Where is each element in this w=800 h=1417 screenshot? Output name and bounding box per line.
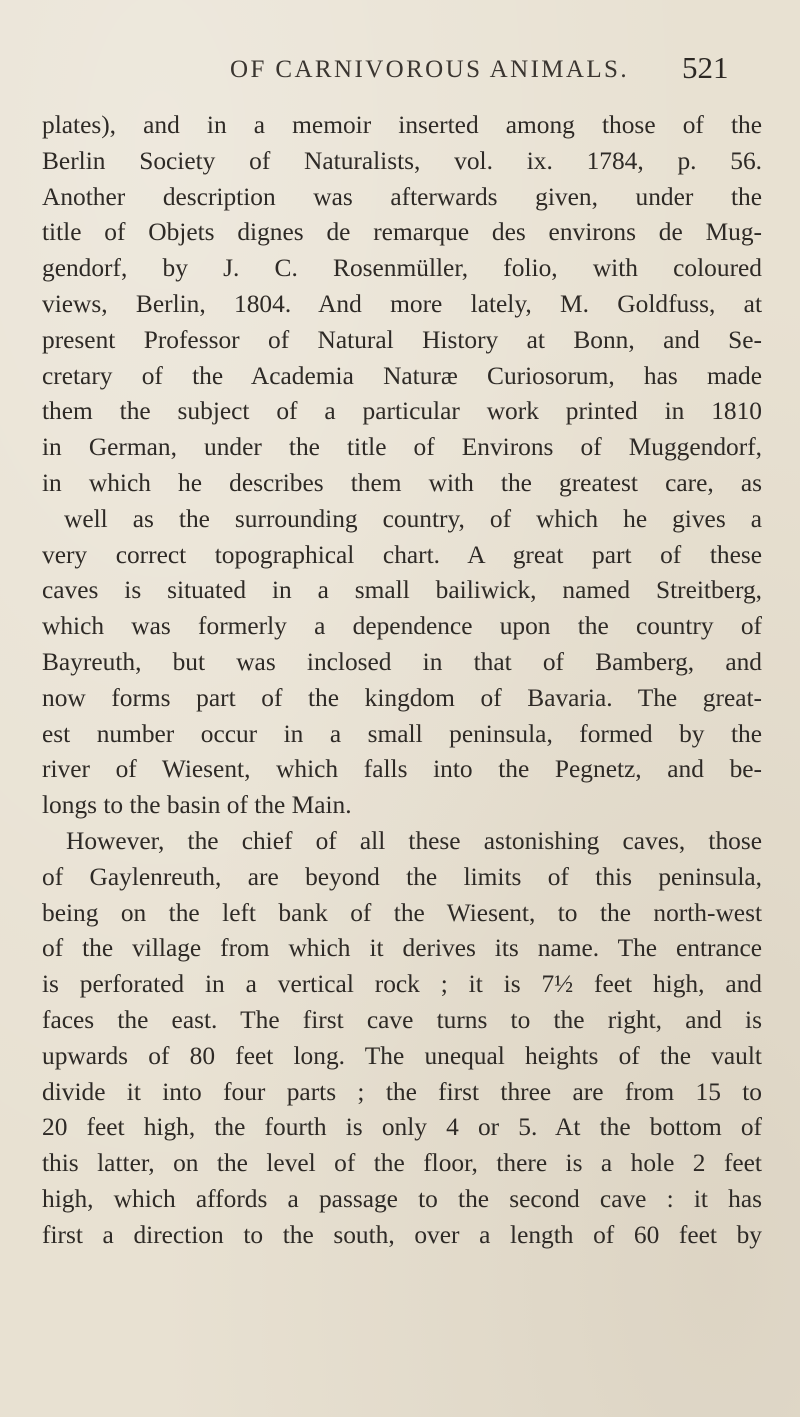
text-line: being on the left bank of the Wiesent, to the north-west xyxy=(42,898,762,927)
text-line: plates), and in a memoir inserted among those of the xyxy=(42,111,762,139)
text-line: views, Berlin, 1804. And more lately, M. Goldfuss, at xyxy=(42,289,762,318)
text-line: very correct topographical chart. A great part of these xyxy=(42,540,762,569)
text-line: well as the surrounding country, of which he gives a xyxy=(64,504,762,533)
text-line: gendorf, by J. C. Rosenmüller, folio, with coloured xyxy=(42,254,762,283)
body-text xyxy=(42,108,762,1254)
text-line: cretary of the Academia Naturæ Curiosorum, has made xyxy=(42,361,762,390)
text-line: now forms part of the kingdom of Bavaria. The great- xyxy=(42,683,762,712)
text-line: in which he describes them with the greatest care, as xyxy=(42,468,762,497)
text-line: Berlin Society of Naturalists, vol. ix. 1784, p. 56. xyxy=(42,146,762,175)
paragraph-start-line: However, the chief of all these astonishing caves, those xyxy=(66,826,762,855)
text-line: Bayreuth, but was inclosed in that of Bamberg, and xyxy=(42,647,762,676)
page-number: 521 xyxy=(682,50,729,85)
text-line: caves is situated in a small bailiwick, named Streitberg, xyxy=(42,576,762,605)
text-line: of the village from which it derives its name. The entrance xyxy=(42,934,762,963)
running-header xyxy=(230,50,760,90)
text-line: title of Objets dignes de remarque des environs de Mug- xyxy=(42,218,762,247)
text-line: 20 feet high, the fourth is only 4 or 5. At the bottom of xyxy=(42,1113,762,1142)
text-line: this latter, on the level of the floor, there is a hole 2 feet xyxy=(42,1149,762,1178)
text-line: est number occur in a small peninsula, formed by the xyxy=(42,719,762,748)
text-line: Another description was afterwards given, under the xyxy=(42,182,762,211)
text-line: in German, under the title of Environs of Muggendorf, xyxy=(42,433,762,462)
text-line: them the subject of a particular work printed in 1810 xyxy=(42,397,762,426)
text-line: of Gaylenreuth, are beyond the limits of this peninsula, xyxy=(42,862,762,891)
text-line: upwards of 80 feet long. The unequal heights of the vault xyxy=(42,1041,762,1070)
text-line: present Professor of Natural History at Bonn, and Se- xyxy=(42,325,762,354)
text-line: river of Wiesent, which falls into the Pegnetz, and be- xyxy=(42,755,762,784)
text-line: longs to the basin of the Main. xyxy=(42,791,352,820)
text-line: divide it into four parts ; the first three are from 15 to xyxy=(42,1077,762,1106)
text-line: faces the east. The first cave turns to the right, and is xyxy=(42,1005,762,1034)
text-line: is perforated in a vertical rock ; it is 7½ feet high, and xyxy=(42,970,762,999)
text-line: which was formerly a dependence upon the country of xyxy=(42,612,762,641)
text-line: first a direction to the south, over a length of 60 feet by xyxy=(42,1220,762,1249)
running-title: OF CARNIVOROUS ANIMALS. xyxy=(230,56,629,83)
text-line: high, which affords a passage to the second cave : it has xyxy=(42,1184,762,1213)
